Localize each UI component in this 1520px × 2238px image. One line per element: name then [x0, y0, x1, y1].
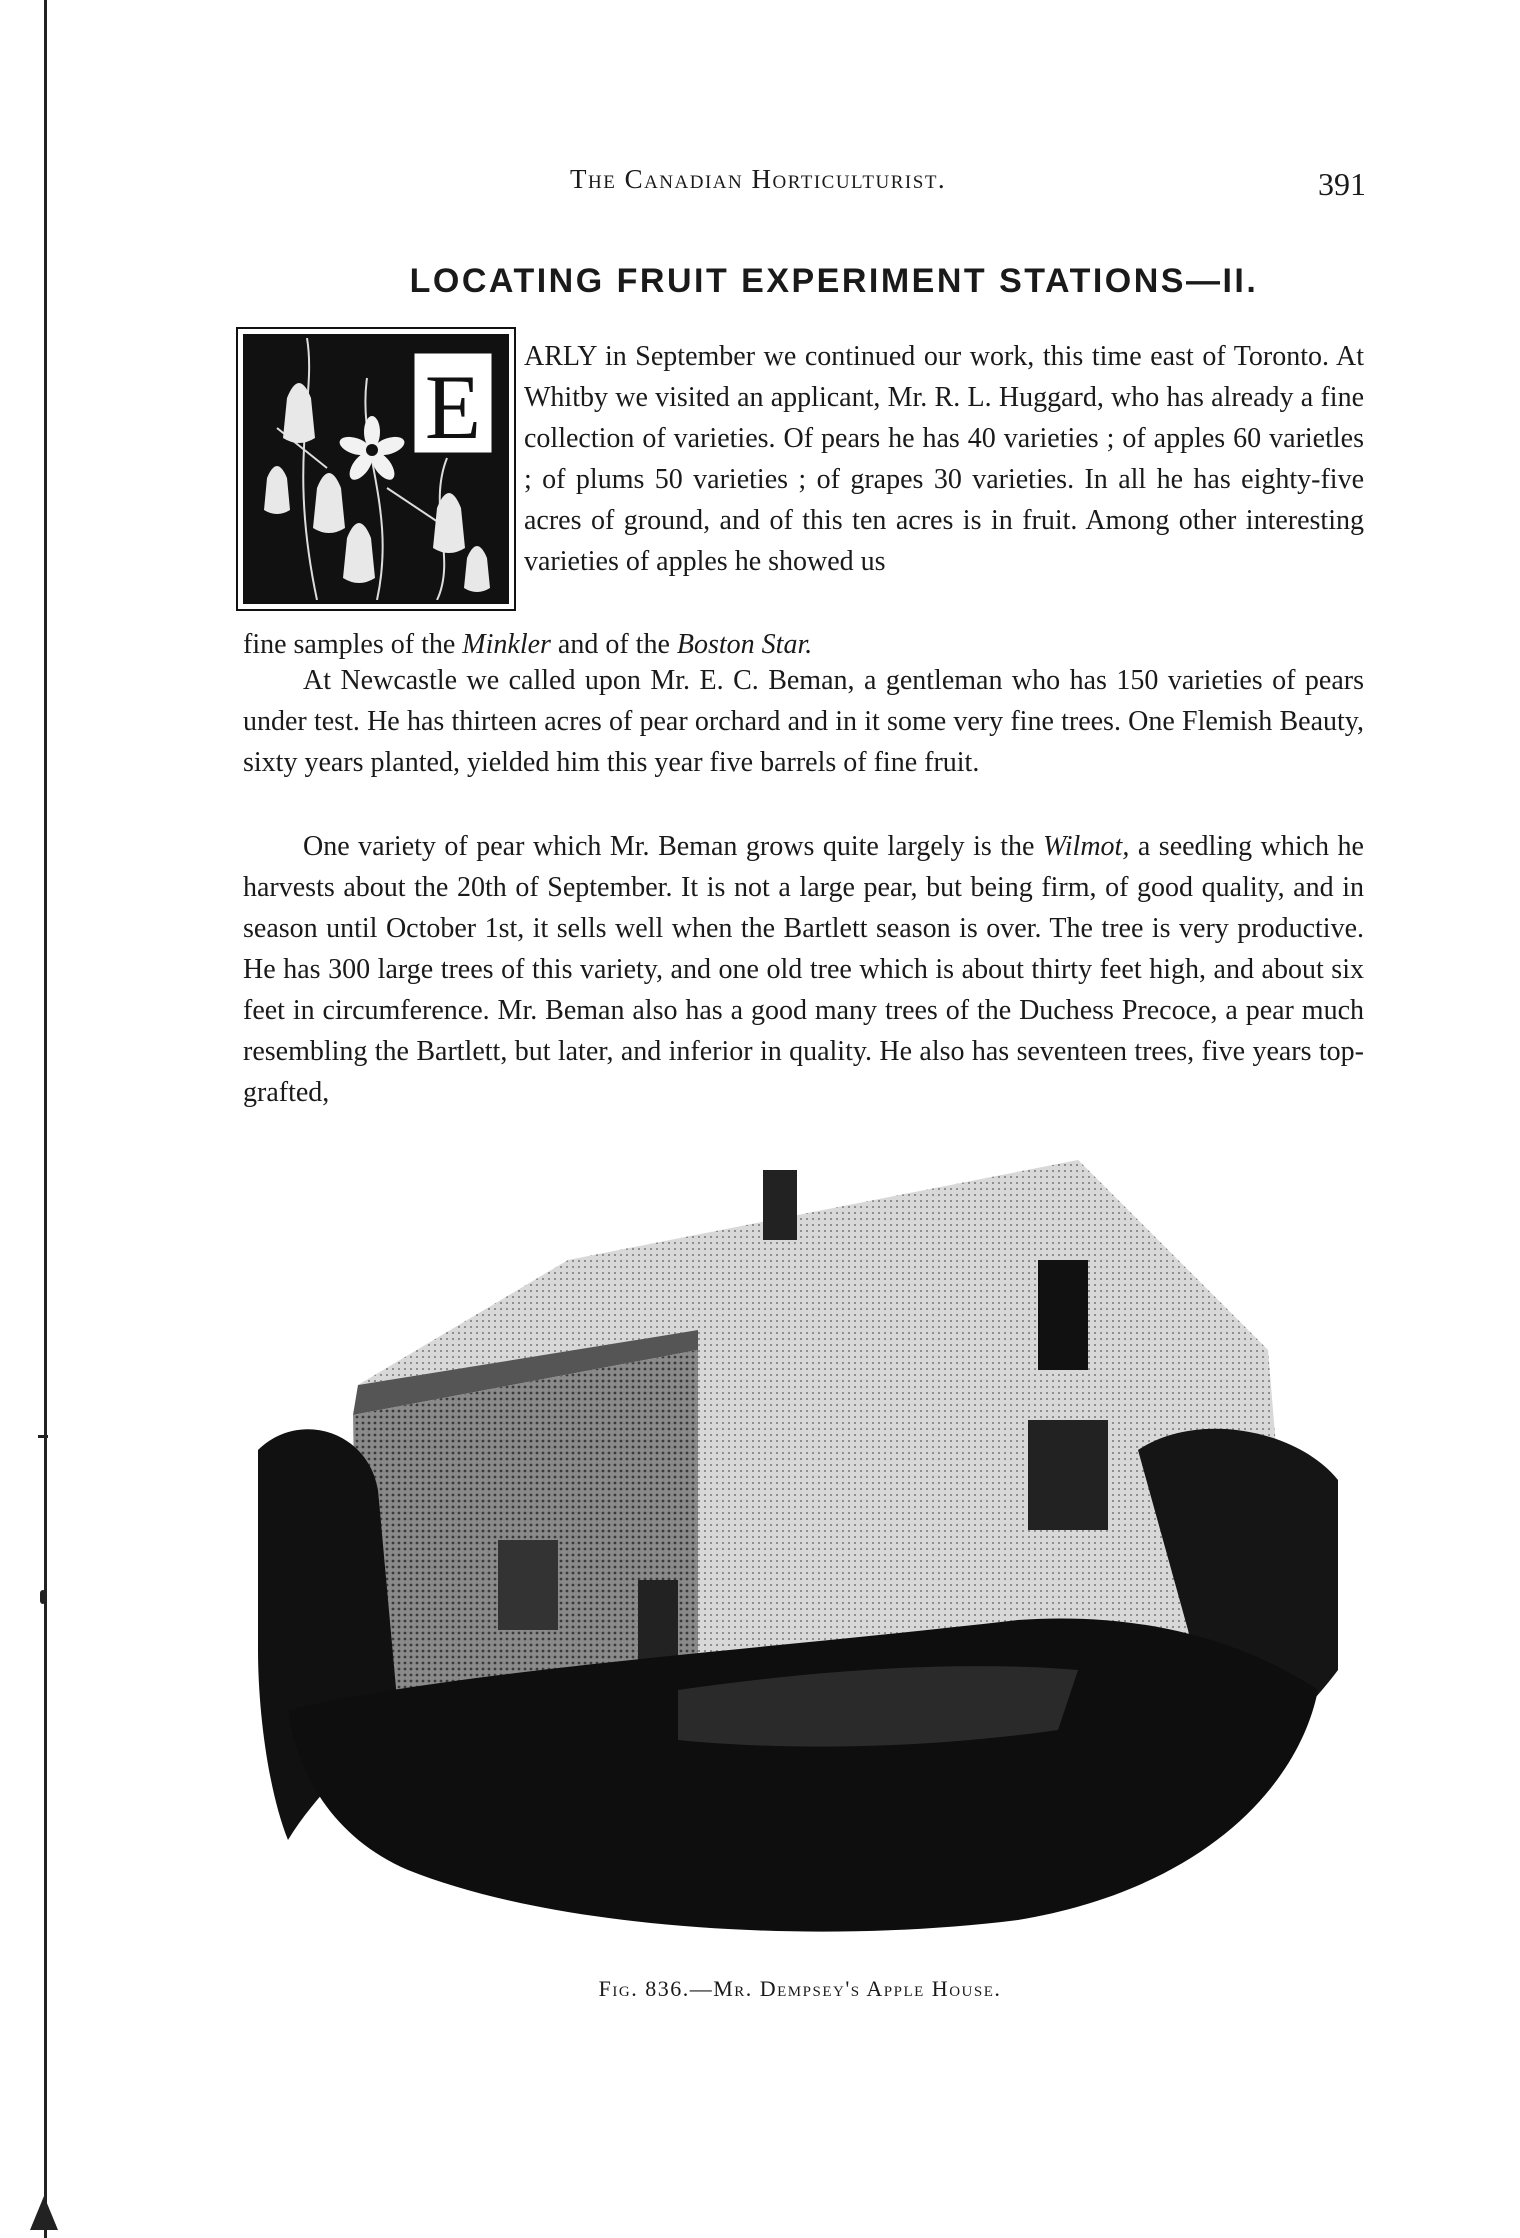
scan-margin-mark [30, 2196, 58, 2230]
house-halftone-image [258, 1150, 1338, 1940]
figure-caption: Fig. 836.—Mr. Dempsey's Apple House. [598, 1976, 1002, 2001]
variety-wilmot: Wilmot, [1043, 831, 1130, 862]
paragraph-3 [243, 826, 1364, 1113]
p3-text-a: One variety of pear which Mr. Beman grows quite largely is the [303, 831, 1043, 862]
dropcap-illustration [243, 334, 509, 604]
paragraph-1-continued [243, 624, 1364, 665]
page-number: 391 [1318, 166, 1366, 202]
apple-house-photo [258, 1150, 1338, 1940]
scan-margin-mark [40, 1590, 46, 1604]
variety-boston-star: Boston Star. [676, 629, 813, 660]
p1-text-b: and of the [550, 629, 677, 660]
p1-text-a: fine samples of the [243, 629, 463, 660]
paragraph-2: At Newcastle we called upon Mr. E. C. Beman, a gentleman who has 150 varieties of pears under test. He has thirteen acres of pear orchard and in it some very fine trees. One Flemish Beauty, sixty years planted, yielded him this year five barrels of fine fruit. [243, 665, 1364, 778]
article-title: LOCATING FRUIT EXPERIMENT STATIONS—II. [409, 262, 1259, 300]
bellflower-dropcap-image [247, 338, 505, 600]
variety-minkler: Minkler [462, 629, 551, 660]
dropcap-letter: E [424, 356, 482, 458]
p3-text-b: a seedling which he harvests about the 20th of September. It is not a large pear, but being firm, of good quality, and in season until October 1st, it sells well when the Bartlett season is over. The tree is very productive. He has 300 large trees of this variety, and one old tree which is about thirty feet high, and about six feet in circumference. Mr. Beman also has a good many trees of the Duchess Precoce, a pear much resembling the Bartlett, but later, and inferior in quality. He also has seventeen trees, five years top-grafted, [243, 831, 1364, 1108]
scan-edge-line [44, 0, 47, 2238]
running-head: The Canadian Horticulturist. [570, 164, 947, 194]
paragraph-1: ARLY in September we continued our work, this time east of Toronto. At Whitby we visited an applicant, Mr. R. L. Huggard, who has already a fine collection of varieties. Of pears he has 40 varieties ; of apples 60 varietles ; of plums 50 varieties ; of grapes 30 varieties. In all he has eighty-five acres of ground, and of this ten acres is in fruit. Among other interesting varieties of apples he showed us [524, 341, 1364, 577]
scan-margin-mark [38, 1435, 48, 1438]
